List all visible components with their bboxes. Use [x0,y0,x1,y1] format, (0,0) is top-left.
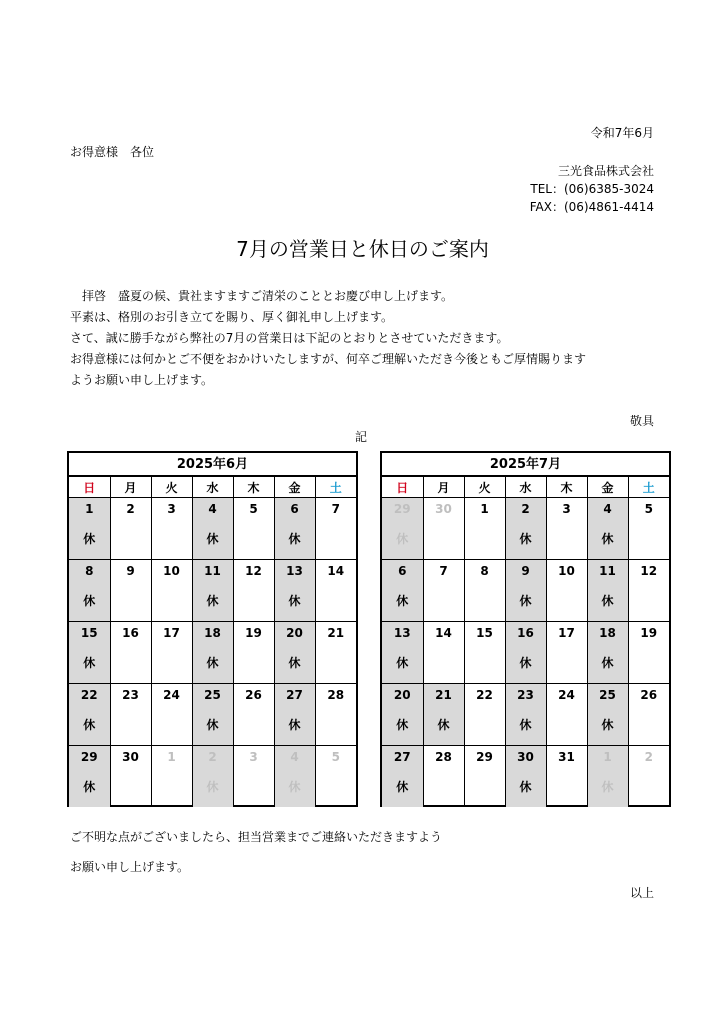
calendar-day [464,498,505,560]
calendar-day [628,746,669,808]
calendar-day [192,684,233,746]
day-number: 11 [599,564,616,578]
body-line: ようお願い申し上げます。 [70,373,214,387]
holiday-mark: 休 [396,780,409,794]
weekday-header: 土 [628,477,669,498]
day-number: 4 [208,502,217,516]
day-number: 2 [126,502,135,516]
day-number: 17 [163,626,180,640]
calendar-day [315,498,356,560]
day-number: 4 [290,750,299,764]
weekday-header: 火 [151,477,192,498]
day-number: 30 [122,750,139,764]
footer-text [70,822,442,882]
day-number: 27 [393,750,411,764]
calendar-day [192,746,233,808]
day-number: 5 [644,502,653,516]
calendar-day [423,746,464,808]
calendar-day [233,560,274,622]
day-number: 2 [644,750,653,764]
day-number: 10 [163,564,180,578]
body-line: 拝啓 盛夏の候、貴社ますますご清栄のこととお慶び申し上げます。 [70,289,454,303]
day-number: 3 [562,502,571,516]
holiday-mark: 休 [519,718,532,732]
calendar-day [382,746,423,808]
holiday-mark: 休 [519,532,532,546]
holiday-mark: 休 [206,656,219,670]
calendar-day [274,684,315,746]
calendar-week [382,560,669,622]
calendar-day [69,746,110,808]
calendar-day [315,622,356,684]
calendar-day [315,560,356,622]
calendar-day [274,622,315,684]
calendar-day [628,684,669,746]
calendar-week [382,622,669,684]
calendar-day [546,684,587,746]
calendar-week [69,684,356,746]
footer-line: お願い申し上げます。 [70,860,190,874]
holiday-mark: 休 [396,718,409,732]
calendar-grid [69,477,356,807]
calendar-day [110,622,151,684]
holiday-mark: 休 [83,594,96,608]
day-number: 14 [327,564,345,578]
day-number: 29 [80,750,98,764]
calendar-week [69,622,356,684]
ki-mark: 記 [355,430,368,444]
weekday-header: 金 [274,477,315,498]
calendar-day [233,622,274,684]
calendar-grid [382,477,669,807]
day-number: 31 [558,750,575,764]
calendar-day [315,684,356,746]
day-number: 19 [640,626,658,640]
day-number: 4 [603,502,612,516]
calendar-week [382,684,669,746]
calendar-day [505,560,546,622]
day-number: 10 [558,564,575,578]
calendar-day [233,746,274,808]
holiday-mark: 休 [437,718,450,732]
day-number: 2 [208,750,217,764]
calendar-day [110,746,151,808]
calendar-day [587,746,628,808]
calendar-day [464,622,505,684]
day-number: 1 [167,750,176,764]
day-number: 18 [204,626,221,640]
holiday-mark: 休 [396,656,409,670]
day-number: 6 [398,564,407,578]
holiday-mark: 休 [601,532,614,546]
day-number: 22 [476,688,493,702]
holiday-mark: 休 [83,532,96,546]
calendar-july [380,451,671,807]
day-number: 18 [599,626,616,640]
calendar-day [69,498,110,560]
weekday-header: 日 [69,477,110,498]
day-number: 20 [286,626,303,640]
holiday-mark: 休 [288,780,301,794]
day-number: 24 [163,688,180,702]
company-block [354,162,654,216]
calendar-day [151,498,192,560]
day-number: 9 [126,564,135,578]
calendar-day [69,622,110,684]
calendar-day [423,560,464,622]
day-number: 29 [393,502,411,516]
calendar-day [546,560,587,622]
calendar-title: 2025年6月 [69,453,356,477]
calendar-day [587,498,628,560]
calendar-day [546,498,587,560]
calendar-day [315,746,356,808]
day-number: 30 [435,502,452,516]
calendar-day [546,622,587,684]
body-line: お得意様には何かとご不便をおかけいたしますが、何卒ご理解いただき今後ともご厚情賜ります [70,352,587,366]
day-number: 12 [245,564,262,578]
day-number: 21 [435,688,452,702]
calendar-day [423,622,464,684]
document-date: 令和7年6月 [590,126,654,140]
calendar-june [67,451,358,807]
calendar-day [505,746,546,808]
calendar-day [233,684,274,746]
calendar-week [69,560,356,622]
closing-ijou: 以上 [629,886,654,900]
holiday-mark: 休 [601,718,614,732]
calendar-week [69,498,356,560]
day-number: 7 [331,502,340,516]
calendar-day [382,622,423,684]
day-number: 23 [122,688,139,702]
day-number: 21 [327,626,345,640]
holiday-mark: 休 [206,718,219,732]
day-number: 27 [286,688,303,702]
body-line: さて、誠に勝手ながら弊社の7月の営業日は下記のとおりとさせていただきます。 [70,331,509,345]
day-number: 24 [558,688,575,702]
calendar-day [192,622,233,684]
calendar-day [192,560,233,622]
day-number: 6 [290,502,299,516]
footer-line: ご不明な点がございましたら、担当営業までご連絡いただきますよう [70,830,443,844]
day-number: 9 [521,564,530,578]
calendar-day [505,684,546,746]
calendar-day [423,684,464,746]
calendar-day [464,560,505,622]
day-number: 12 [640,564,658,578]
day-number: 1 [603,750,612,764]
day-number: 14 [435,626,452,640]
weekday-header: 火 [464,477,505,498]
closing-keigu: 敬具 [629,414,654,428]
holiday-mark: 休 [288,594,301,608]
day-number: 28 [327,688,345,702]
day-number: 15 [80,626,98,640]
weekday-header: 月 [423,477,464,498]
day-number: 11 [204,564,221,578]
calendar-day [382,684,423,746]
day-number: 29 [476,750,493,764]
calendar-day [423,498,464,560]
day-number: 25 [599,688,616,702]
day-number: 28 [435,750,452,764]
company-tel: TEL：(06)6385-3024 [530,182,654,196]
day-number: 16 [517,626,534,640]
day-number: 23 [517,688,534,702]
holiday-mark: 休 [83,656,96,670]
calendar-day [382,560,423,622]
weekday-header: 木 [233,477,274,498]
calendar-day [110,498,151,560]
calendar-week [382,498,669,560]
calendar-day [151,560,192,622]
body-line: 平素は、格別のお引き立てを賜り、厚く御礼申し上げます。 [70,310,394,324]
calendar-day [628,560,669,622]
company-name: 三光食品株式会社 [557,164,654,178]
weekday-header: 日 [382,477,423,498]
holiday-mark: 休 [396,532,409,546]
calendar-day [151,746,192,808]
day-number: 26 [640,688,658,702]
holiday-mark: 休 [206,780,219,794]
calendar-day [151,622,192,684]
day-number: 25 [204,688,221,702]
day-number: 19 [245,626,262,640]
holiday-mark: 休 [288,532,301,546]
day-number: 7 [439,564,448,578]
holiday-mark: 休 [519,656,532,670]
calendar-day [587,622,628,684]
holiday-mark: 休 [601,780,614,794]
holiday-mark: 休 [83,780,96,794]
holiday-mark: 休 [288,656,301,670]
day-number: 1 [480,502,489,516]
day-number: 8 [480,564,489,578]
calendar-day [69,560,110,622]
day-number: 22 [80,688,98,702]
body-text [70,286,660,391]
holiday-mark: 休 [519,594,532,608]
holiday-mark: 休 [288,718,301,732]
holiday-mark: 休 [206,594,219,608]
day-number: 2 [521,502,530,516]
weekday-header: 水 [192,477,233,498]
calendar-day [464,746,505,808]
day-number: 17 [558,626,575,640]
calendar-day [628,498,669,560]
weekday-header: 金 [587,477,628,498]
calendar-day [192,498,233,560]
calendar-day [69,684,110,746]
calendar-day [464,684,505,746]
calendar-week [382,746,669,808]
weekday-header: 土 [315,477,356,498]
day-number: 1 [85,502,94,516]
calendar-week [69,746,356,808]
day-number: 3 [167,502,176,516]
weekday-header: 月 [110,477,151,498]
calendar-day [151,684,192,746]
day-number: 16 [122,626,139,640]
day-number: 20 [393,688,411,702]
day-number: 13 [286,564,303,578]
calendar-day [274,560,315,622]
day-number: 26 [245,688,262,702]
addressee: お得意様 各位 [70,145,155,159]
day-number: 30 [517,750,534,764]
day-number: 15 [476,626,493,640]
calendar-day [546,746,587,808]
calendar-day [505,622,546,684]
calendar-day [587,684,628,746]
calendar-day [233,498,274,560]
calendar-day [274,498,315,560]
document-title: 7月の営業日と休日のご案内 [236,237,489,261]
company-fax: FAX：(06)4861-4414 [529,200,654,214]
calendar-day [587,560,628,622]
holiday-mark: 休 [83,718,96,732]
day-number: 8 [85,564,94,578]
holiday-mark: 休 [519,780,532,794]
calendar-day [382,498,423,560]
weekday-header: 水 [505,477,546,498]
calendar-day [110,560,151,622]
day-number: 5 [331,750,340,764]
holiday-mark: 休 [396,594,409,608]
calendar-title: 2025年7月 [382,453,669,477]
calendar-day [505,498,546,560]
day-number: 3 [249,750,258,764]
calendar-day [274,746,315,808]
day-number: 13 [393,626,411,640]
holiday-mark: 休 [601,656,614,670]
calendar-day [110,684,151,746]
weekday-header: 木 [546,477,587,498]
holiday-mark: 休 [601,594,614,608]
holiday-mark: 休 [206,532,219,546]
day-number: 5 [249,502,258,516]
calendar-day [628,622,669,684]
